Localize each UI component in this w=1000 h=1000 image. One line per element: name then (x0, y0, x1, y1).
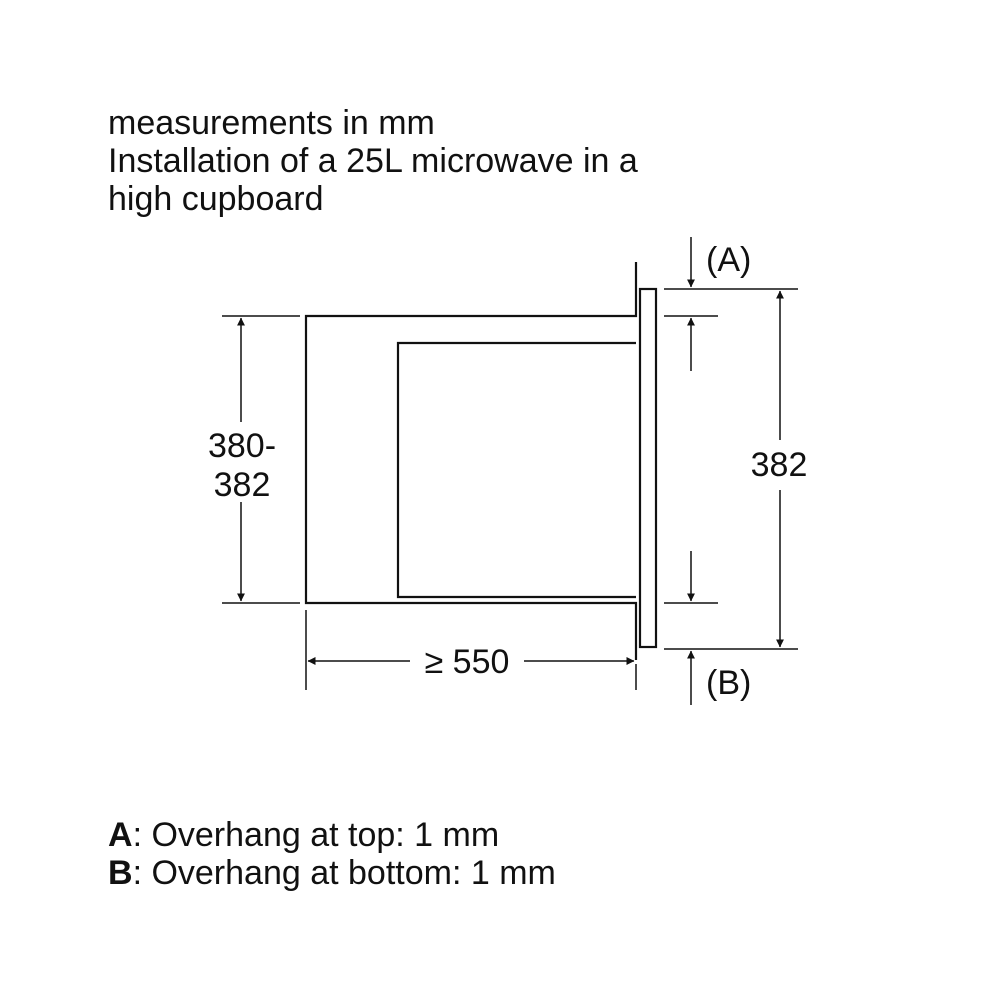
units-note: measurements in mm (108, 104, 435, 142)
cupboard-outline (306, 262, 636, 660)
legend-a-key: A (108, 816, 133, 854)
microwave-body (398, 343, 636, 597)
legend-b-text: : Overhang at bottom: 1 mm (132, 854, 556, 892)
height-right-label: 382 (750, 446, 808, 484)
legend-b-key: B (108, 854, 133, 892)
height-left-label-1: 380- (207, 427, 277, 465)
legend-b (108, 854, 556, 892)
legend-a-text: : Overhang at top: 1 mm (132, 816, 500, 854)
title-line-1: Installation of a 25L microwave in a (108, 142, 638, 180)
legend-a (108, 816, 499, 854)
title-line-2: high cupboard (108, 180, 324, 218)
overhang-a-label: (A) (706, 241, 752, 279)
depth-label: ≥ 550 (424, 643, 510, 681)
overhang-b-label: (B) (706, 664, 752, 702)
height-left-label-2: 382 (213, 466, 271, 504)
microwave-front-panel (640, 289, 656, 647)
